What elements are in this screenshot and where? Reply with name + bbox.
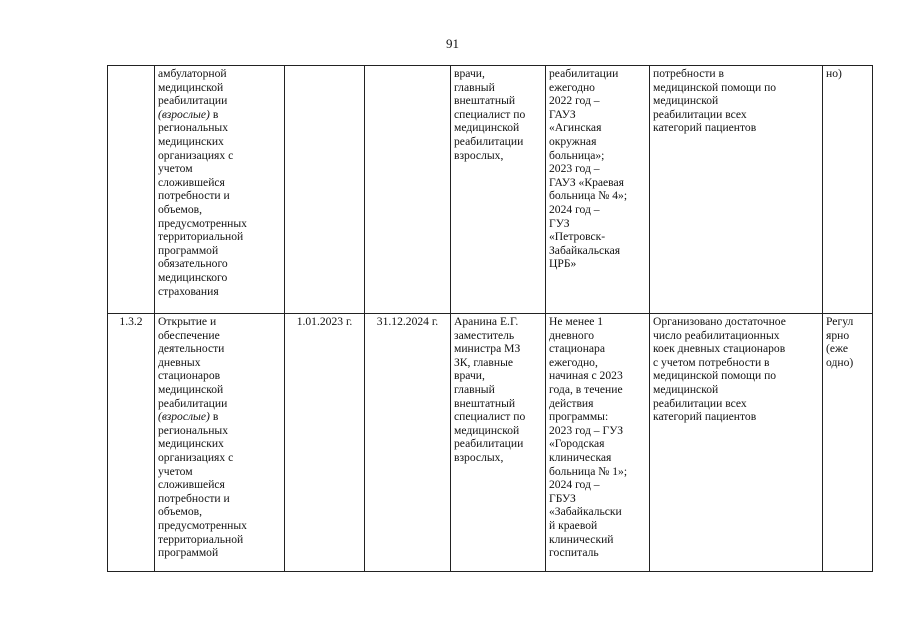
- measure-name-italic: (взрослые): [158, 107, 210, 121]
- measure-name-text: Открытие и обеспечение деятельности дневных стационаров медицинской реабилитации: [158, 315, 228, 410]
- target-cell: Не менее 1 дневного стационара ежегодно, начиная с 2023 года, в течение действия программы: 2023 год – ГУЗ «Городская клиническая больница № 1»; 2024 год – ГБУЗ «Забайкальски й краевой клинический госпиталь: [546, 314, 650, 572]
- responsible-cell: врачи, главный внештатный специалист по медицинской реабилитации взрослых,: [451, 66, 546, 314]
- measure-name-text: в региональных медицинских организациях с учетом сложившейся потребности и объемов, предусмотренных территориальной программой: [158, 410, 247, 560]
- result-cell: потребности в медицинской помощи по медицинской реабилитации всех категорий пациентов: [650, 66, 823, 314]
- responsible-cell: Аранина Е.Г. заместитель министра МЗ ЗК, главные врачи, главный внештатный специалист по медицинской реабилитации взрослых,: [451, 314, 546, 572]
- plan-table: [107, 65, 873, 572]
- measure-name-cell: [155, 314, 285, 572]
- measure-name-text: в региональных медицинских организациях с учетом сложившейся потребности и объемов, предусмотренных территориальной программой обязательного медицинского страхования: [158, 107, 247, 298]
- periodicity-cell: Регул ярно (еже одно): [823, 314, 873, 572]
- result-cell: Организовано достаточное число реабилитационных коек дневных стационаров с учетом потребности в медицинской помощи по медицинской реабилитации всех категорий пациентов: [650, 314, 823, 572]
- target-cell: реабилитации ежегодно 2022 год – ГАУЗ «Агинская окружная больница»; 2023 год – ГАУЗ «Краевая больница № 4»; 2024 год – ГУЗ «Петровск- Забайкальская ЦРБ»: [546, 66, 650, 314]
- row-number-cell: 1.3.2: [108, 314, 155, 572]
- periodicity-cell: но): [823, 66, 873, 314]
- page-number: 91: [446, 36, 459, 51]
- table-row: [108, 66, 873, 314]
- measure-name-text: амбулаторной медицинской реабилитации: [158, 67, 228, 108]
- row-number-cell: [108, 66, 155, 314]
- end-date-cell: [365, 66, 451, 314]
- start-date-cell: [285, 66, 365, 314]
- table-row: [108, 314, 873, 572]
- end-date-cell: 31.12.2024 г.: [365, 314, 451, 572]
- measure-name-italic: (взрослые): [158, 410, 210, 424]
- start-date-cell: 1.01.2023 г.: [285, 314, 365, 572]
- measure-name-cell: [155, 66, 285, 314]
